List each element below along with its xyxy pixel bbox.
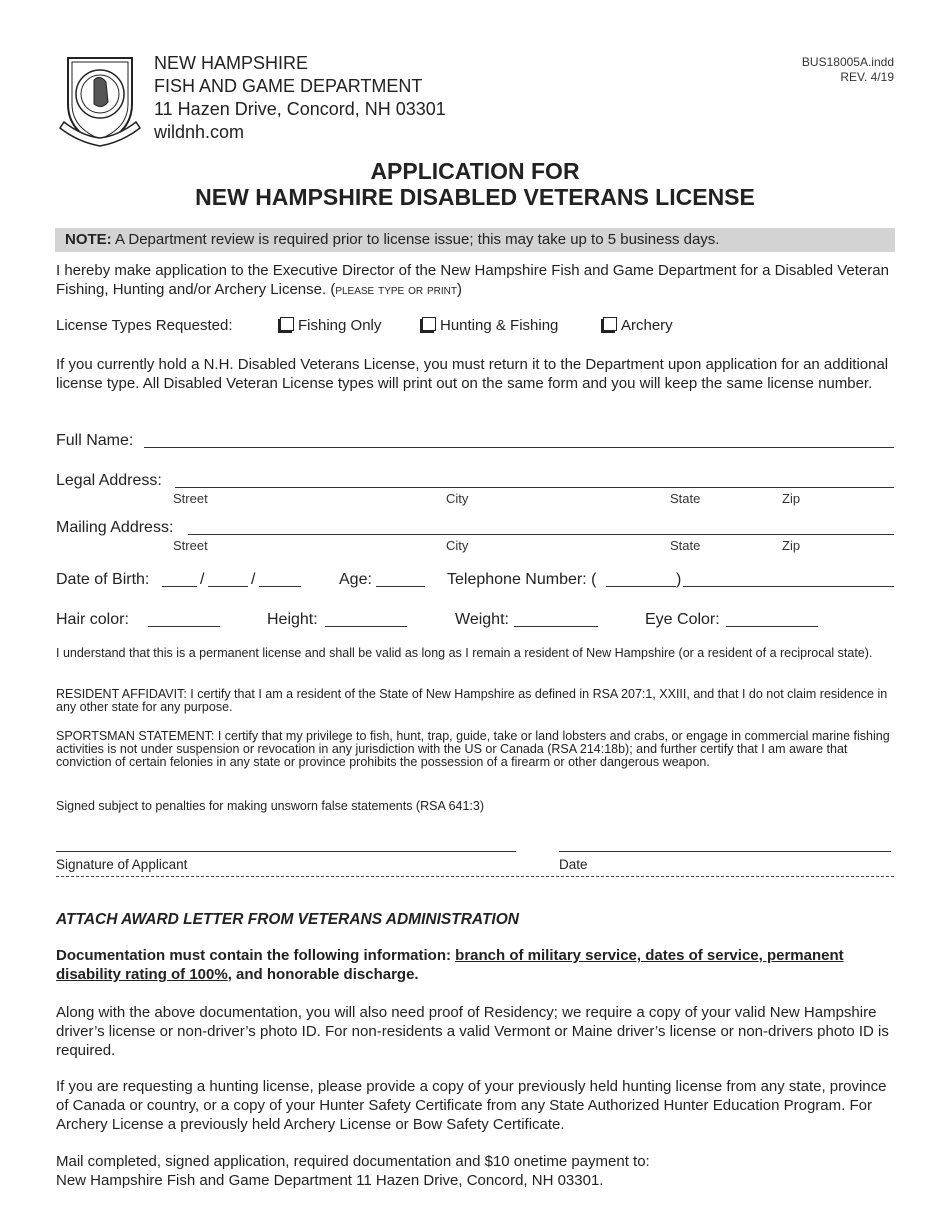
checkbox-icon[interactable] [603, 317, 617, 331]
documentation-requirements [56, 946, 896, 984]
note-body: A Department review is required prior to license issue; this may take up to 5 business days. [111, 231, 720, 248]
option-label: Hunting & Fishing [440, 317, 559, 334]
street-caption: Street [173, 538, 208, 553]
note-label: NOTE: [65, 231, 112, 248]
license-option-fishing[interactable] [280, 317, 381, 334]
department-website: wildnh.com [154, 122, 245, 142]
department-address: 11 Hazen Drive, Concord, NH 03301 [154, 99, 446, 119]
cut-divider [56, 876, 894, 877]
state-caption: State [670, 538, 701, 553]
full-name-field[interactable] [144, 447, 894, 448]
hair-color-label: Hair color: [56, 611, 129, 628]
legal-address-field[interactable] [175, 487, 894, 488]
telephone-field[interactable] [683, 586, 894, 587]
hair-color-field[interactable] [148, 626, 220, 627]
documentation-tail: , and honorable discharge. [227, 966, 419, 983]
page-title: NEW HAMPSHIRE DISABLED VETERANS LICENSE [195, 184, 755, 210]
revision-date: REV. 4/19 [840, 70, 894, 84]
mailing-address: New Hampshire Fish and Game Department 11 Hazen Drive, Concord, NH 03301. [56, 1172, 604, 1189]
intro-instruction: please type or print [335, 281, 458, 297]
dob-month-field[interactable] [162, 586, 197, 587]
weight-field[interactable] [514, 626, 598, 627]
license-types-label: License Types Requested: [56, 317, 233, 334]
zip-caption: Zip [782, 491, 801, 506]
age-field[interactable] [376, 586, 425, 587]
option-label: Fishing Only [298, 317, 382, 334]
signature-caption: Signature of Applicant [56, 857, 188, 872]
hunting-license-paragraph: If you are requesting a hunting license, please provide a copy of your previously held hunting license from any state, province of Canada or country, or a copy of your Hunter Safety Certificate from any State Authorized Hunter Education Program. For Archery License a previously held Archery License or Bow Safety Certificate. [56, 1078, 887, 1133]
dob-separator: / [251, 571, 256, 588]
mailing-address-field[interactable] [188, 534, 894, 535]
city-caption: City [446, 491, 469, 506]
residency-paragraph: Along with the above documentation, you will also need proof of Residency; we require a copy of your valid New Hampshire driver’s license or non-driver’s photo ID. For non-residents a valid Vermont or Maine driver’s license or non-drivers photo ID is required. [56, 1004, 889, 1059]
intro-close: ) [457, 281, 463, 298]
weight-label: Weight: [455, 611, 509, 628]
mailing-address-label: Mailing Address: [56, 519, 174, 536]
checkbox-icon[interactable] [422, 317, 436, 331]
department-name-line: FISH AND GAME DEPARTMENT [154, 76, 423, 96]
area-code-field[interactable] [606, 586, 676, 587]
fish-and-game-seal-icon [58, 52, 142, 148]
eye-color-field[interactable] [726, 626, 818, 627]
age-label: Age: [339, 571, 372, 588]
document-id: BUS18005A.indd [801, 55, 894, 69]
street-caption: Street [173, 491, 208, 506]
permanent-license-statement: I understand that this is a permanent license and shall be valid as long as I remain a resident of New Hampshire (or a resident of a reciprocal state). [56, 646, 873, 660]
height-field[interactable] [325, 626, 407, 627]
full-name-label: Full Name: [56, 432, 134, 449]
department-name-line: NEW HAMPSHIRE [154, 53, 309, 73]
return-license-notice: If you currently hold a N.H. Disabled Veterans License, you must return it to the Department upon application for an additional license type. All Disabled Veteran License types will print out on the same form and you will keep the same license number. [56, 356, 889, 392]
legal-address-label: Legal Address: [56, 472, 162, 489]
dob-year-field[interactable] [259, 586, 301, 587]
checkbox-icon[interactable] [280, 317, 294, 331]
attach-award-letter-heading: ATTACH AWARD LETTER FROM VETERANS ADMINISTRATION [56, 911, 519, 928]
option-label: Archery [621, 317, 673, 334]
city-caption: City [446, 538, 469, 553]
license-option-archery[interactable] [603, 317, 673, 334]
dob-day-field[interactable] [208, 586, 248, 587]
eye-color-label: Eye Color: [645, 611, 720, 628]
mailing-instructions: Mail completed, signed application, required documentation and $10 onetime payment to: [56, 1153, 650, 1170]
note-text [65, 231, 719, 249]
intro-paragraph [56, 261, 896, 299]
penalties-statement: Signed subject to penalties for making unsworn false statements (RSA 641:3) [56, 799, 485, 813]
signature-field[interactable] [56, 851, 516, 852]
state-caption: State [670, 491, 701, 506]
date-caption: Date [559, 857, 588, 872]
height-label: Height: [267, 611, 318, 628]
date-field[interactable] [559, 851, 891, 852]
documentation-lead: Documentation must contain the following information: [56, 947, 456, 964]
intro-text: I hereby make application to the Executive Director of the New Hampshire Fish and Game Department for a Disabled Veteran Fishing, Hunting and/or Archery License. ( [56, 262, 889, 298]
dob-label: Date of Birth: [56, 571, 150, 588]
documentation-required-items: branch of military service, dates of service, permanent disability rating of 100% [56, 947, 844, 983]
telephone-paren: ) [676, 571, 682, 588]
telephone-label: Telephone Number: ( [447, 571, 597, 588]
dob-separator: / [200, 571, 205, 588]
resident-affidavit: RESIDENT AFFIDAVIT: I certify that I am a resident of the State of New Hampshire as defined in RSA 207:1, XXIII, and that I do not claim residence in any other state for any purpose. [56, 687, 888, 714]
sportsman-statement: SPORTSMAN STATEMENT: I certify that my privilege to fish, hunt, trap, guide, take or land lobsters and crabs, or engage in commercial marine fishing activities is not under suspension or revocation in any jurisdiction with the US or Canada (RSA 214:18b); and further certify that I am aware that conviction of certain felonies in any state or province prohibits the possession of a firearm or other dangerous weapon. [56, 729, 890, 769]
zip-caption: Zip [782, 538, 801, 553]
page-title: APPLICATION FOR [370, 158, 580, 184]
license-option-hunting-fishing[interactable] [422, 317, 558, 334]
